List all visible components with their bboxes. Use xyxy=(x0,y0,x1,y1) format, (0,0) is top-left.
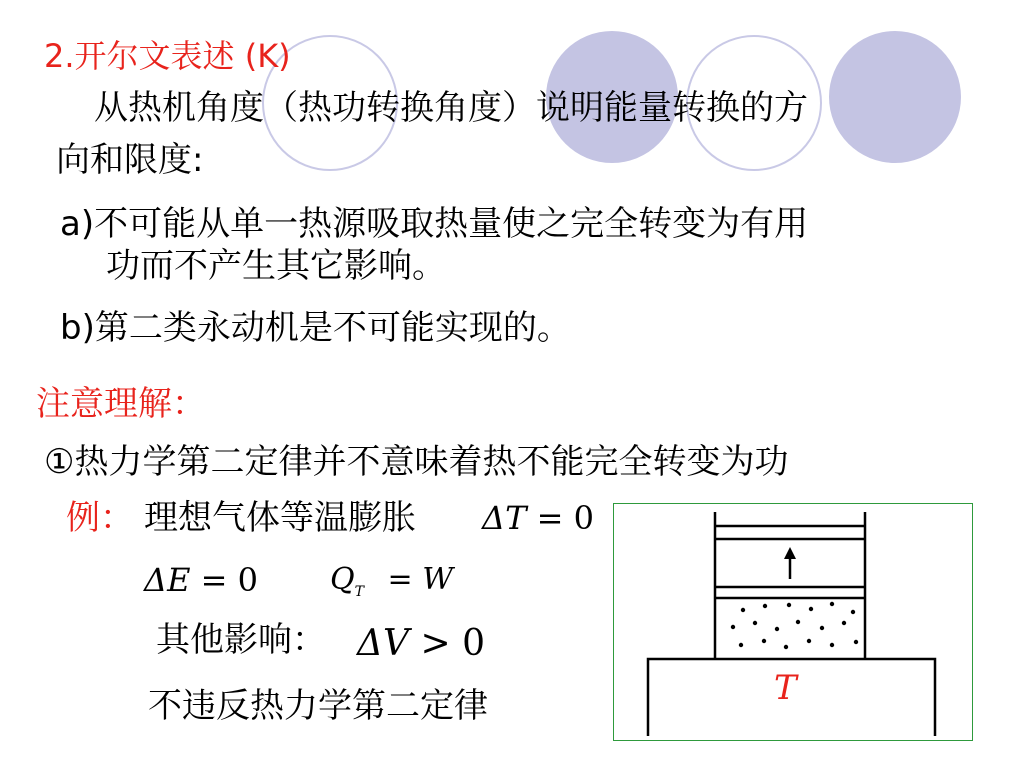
intro-line-1: 从热机角度（热功转换角度）说明能量转换的方 xyxy=(94,88,808,128)
equation-delta-t xyxy=(482,498,594,538)
eq-operator: = xyxy=(536,499,564,537)
example-label: 例： xyxy=(66,498,134,538)
eq-operator: = xyxy=(200,561,228,599)
note-heading: 注意理解： xyxy=(36,384,206,424)
other-effects-label: 其他影响： xyxy=(156,620,326,660)
intro-line-2: 向和限度: xyxy=(56,140,204,180)
eq-subscript: T xyxy=(354,584,364,600)
eq-rhs: 0 xyxy=(462,623,485,664)
eq-rhs: 0 xyxy=(573,499,594,537)
eq-operator: = xyxy=(387,562,413,597)
expansion-arrow-head xyxy=(784,547,796,559)
point-a-line-2: 功而不产生其它影响。 xyxy=(106,246,446,286)
example-text: 理想气体等温膨胀 xyxy=(144,498,416,538)
point-b: b)第二类永动机是不可能实现的。 xyxy=(60,308,571,348)
point-a-line-1: a)不可能从单一热源吸取热量使之完全转变为有用 xyxy=(60,204,809,244)
note-item-1: ①热力学第二定律并不意味着热不能完全转变为功 xyxy=(44,442,789,482)
eq-lhs: ΔV xyxy=(357,623,409,664)
equation-heat-work xyxy=(330,560,453,612)
decor-circle-filled-2 xyxy=(829,31,961,163)
eq-lhs: ΔE xyxy=(144,561,191,599)
eq-rhs: W xyxy=(422,562,454,597)
eq-lhs: ΔT xyxy=(482,499,527,537)
gas-molecules xyxy=(731,602,858,649)
eq-rhs: 0 xyxy=(237,561,258,599)
temperature-label: T xyxy=(774,668,797,708)
eq-operator: > xyxy=(420,623,451,664)
equation-delta-v xyxy=(357,624,485,664)
eq-lhs: Q xyxy=(330,562,355,597)
conclusion-text: 不违反热力学第二定律 xyxy=(148,686,488,726)
equation-delta-e xyxy=(144,560,258,600)
slide-title: 2.开尔文表述 (K) xyxy=(44,37,291,75)
